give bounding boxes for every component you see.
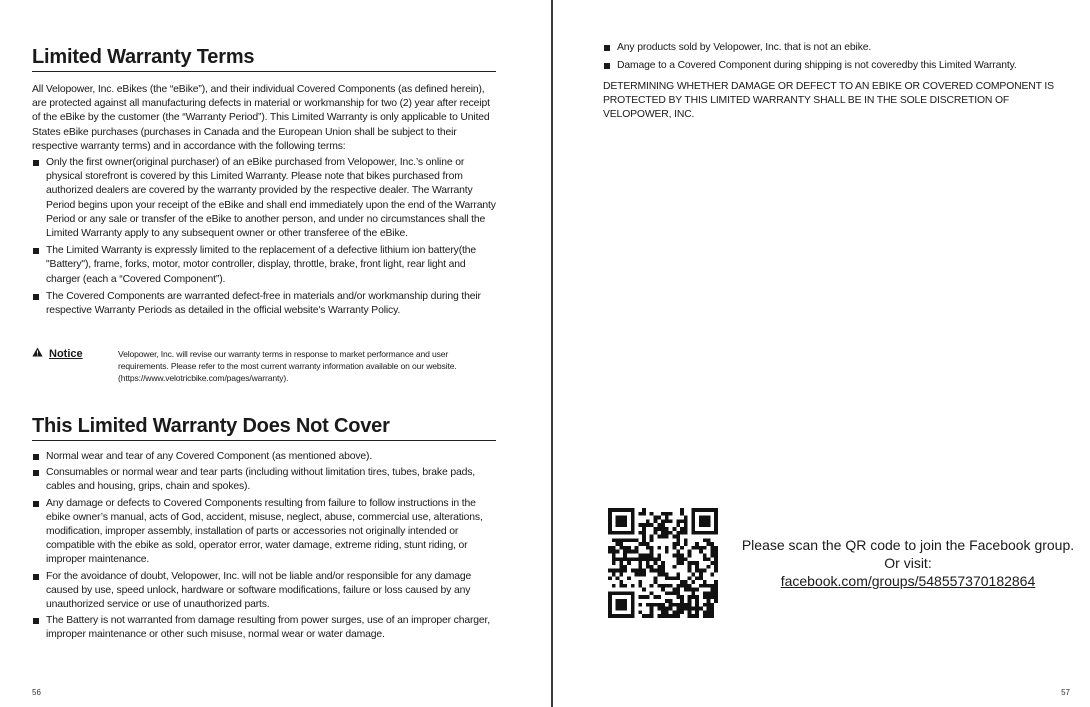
term-text: Only the first owner(original purchaser) of an eBike purchased from Velopower, Inc.’s online or physical storefront is covered by this Limited Warranty. Please note that bikes purchased from authorized dealers are covered by the warranty provided by the respective dealer. The Warranty Period begins upon your receipt of the eBike and shall end immediately upon the end of the Warranty Period or any sale or transfer of the eBike to another person, and under no circumstances shall the Limited Warranty apply to any subsequent owner or other transferee of the eBike. [46, 157, 496, 240]
exclusion-text: The Battery is not warranted from damage resulting from power surges, use of an improper charger, improper maintenance or other such misuse, normal wear or water damage. [46, 615, 491, 641]
section-title-warranty-terms: Limited Warranty Terms [32, 45, 496, 72]
bullet-icon [604, 45, 610, 51]
section-title-not-covered: This Limited Warranty Does Not Cover [32, 414, 496, 441]
list-item [603, 59, 1073, 73]
exclusion-text: Consumables or normal wear and tear parts (including without limitation tires, tubes, brake pads, cables and housing, grips, chain and spokes). [46, 467, 476, 493]
warning-triangle-icon [32, 347, 43, 360]
discretion-statement: DETERMINING WHETHER DAMAGE OR DEFECT TO AN EBIKE OR COVERED COMPONENT IS PROTECTED BY THIS LIMITED WARRANTY SHALL BE IN THE SOLE DISCRETION OF VELOPOWER, INC. [603, 81, 1054, 121]
exclusion-text: Any damage or defects to Covered Components resulting from failure to follow instructions in the ebike owner’s manual, acts of God, accident, misuse, neglect, abuse, commercial use, alterations, modification, improper assembly, installation of parts or accessories not originally intended or compatible with the ebike as sold, operator error, water damage, extreme riding, stunt riding, or improper maintenance. [46, 497, 483, 566]
bullet-icon [33, 454, 39, 460]
page-number: 57 [1061, 688, 1070, 697]
list-item [603, 41, 1073, 55]
list-item [32, 497, 498, 568]
right-page [553, 0, 1090, 707]
exclusion-text: Normal wear and tear of any Covered Component (as mentioned above). [46, 451, 373, 462]
bullet-icon [33, 470, 39, 476]
bullet-icon [33, 160, 39, 166]
notice-label [32, 347, 83, 360]
facebook-group-link[interactable]: facebook.com/groups/548557370182864 [780, 573, 1036, 589]
intro-paragraph: All Velopower, Inc. eBikes (the “eBike”), and their individual Covered Components (as defined herein), are protected against all manufacturing defects in material or workmanship for two (2) year after receipt of the eBike by the customer (the “Warranty Period”). This Limited Warranty is only applicable to United States eBike purchases (purchases in Canada and the European Union shall be subject to their respective warranty terms) and in accordance with the following terms: [32, 84, 490, 152]
exclusion-text: For the avoidance of doubt, Velopower, Inc. will not be liable and/or responsible for any damage caused by use, speed unlock, hardware or software modifications, failure or loss caused by any unauthorized service or use of unauthorized parts. [46, 570, 472, 611]
bullet-icon [33, 248, 39, 254]
page-number: 56 [32, 688, 41, 697]
bullet-icon [33, 618, 39, 624]
notice-text: Velopower, Inc. will revise our warranty terms in response to market performance and user requirements. Please refer to the most current warranty information available on our website. (https://www.velotricbike.com/pages/warranty). [118, 349, 457, 383]
term-text: The Covered Components are warranted defect-free in materials and/or workmanship during their respective Warranty Periods as detailed in the official website's Warranty Policy. [46, 290, 481, 317]
list-item [32, 290, 498, 318]
bullet-icon [604, 63, 610, 69]
bullet-icon [33, 294, 39, 300]
qr-instruction: Please scan the QR code to join the Facebook group. [741, 537, 1075, 553]
bullet-icon [33, 501, 39, 507]
qr-caption [733, 536, 1083, 590]
notice-label-text: Notice [49, 347, 83, 360]
list-item [32, 156, 498, 241]
qr-code-icon [608, 508, 718, 618]
term-text: The Limited Warranty is expressly limited to the replacement of a defective lithium ion battery(the "Battery"), frame, forks, motor, motor controller, display, throttle, brake, front light, rear light and charger (each a “Covered Component”). [46, 245, 477, 285]
list-item [32, 466, 498, 494]
exclusions-list [32, 450, 498, 645]
terms-list [32, 156, 498, 321]
list-item [32, 244, 498, 287]
exclusion-text: Any products sold by Velopower, Inc. that is not an ebike. [617, 42, 872, 53]
list-item [32, 614, 498, 642]
qr-or-visit: Or visit: [884, 555, 932, 571]
list-item [32, 570, 498, 613]
list-item [32, 450, 498, 464]
bullet-icon [33, 574, 39, 580]
exclusion-text: Damage to a Covered Component during shipping is not coveredby this Limited Warranty. [617, 60, 1017, 72]
exclusions-list-continued [603, 41, 1073, 77]
